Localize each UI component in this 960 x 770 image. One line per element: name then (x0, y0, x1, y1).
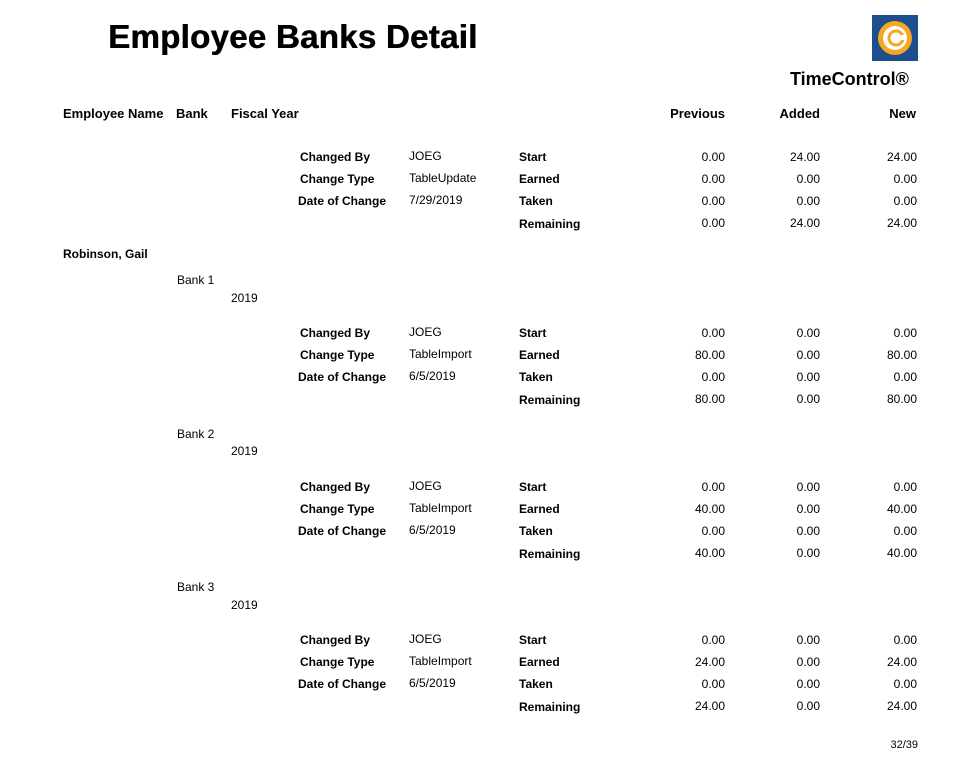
added-value: 0.00 (796, 546, 820, 560)
date-of-change-label: Date of Change (298, 524, 387, 538)
fiscal-year-value: 2019 (231, 444, 258, 458)
added-value: 24.00 (789, 216, 820, 230)
new-value: 24.00 (886, 699, 917, 713)
new-value: 0.00 (893, 326, 917, 340)
previous-value: 0.00 (701, 326, 725, 340)
changed-by-label: Changed By (300, 480, 371, 494)
balance-row-label-earned: Earned (519, 172, 560, 186)
change-type-label: Change Type (300, 502, 375, 516)
change-type-value: TableImport (409, 501, 472, 515)
balance-row-label-earned: Earned (519, 655, 560, 669)
balance-row-label-start: Start (519, 150, 547, 164)
changed-by-value: JOEG (409, 479, 442, 493)
previous-value: 0.00 (701, 480, 725, 494)
new-value: 40.00 (886, 502, 917, 516)
date-of-change-value: 6/5/2019 (409, 676, 456, 690)
header-previous: Previous (670, 106, 725, 121)
added-value: 0.00 (796, 502, 820, 516)
previous-value: 0.00 (701, 216, 725, 230)
balance-row-label-earned: Earned (519, 348, 560, 362)
header-employee-name: Employee Name (63, 106, 164, 121)
added-value: 0.00 (796, 326, 820, 340)
new-value: 24.00 (886, 216, 917, 230)
fiscal-year-value: 2019 (231, 598, 258, 612)
report-title: Employee Banks Detail (108, 18, 478, 55)
brand-name: TimeControl® (790, 69, 909, 89)
balance-row-label-taken: Taken (519, 194, 553, 208)
date-of-change-label: Date of Change (298, 677, 387, 691)
balance-row-label-start: Start (519, 633, 547, 647)
added-value: 0.00 (796, 194, 820, 208)
balance-row-label-taken: Taken (519, 370, 553, 384)
bank-label: Bank 2 (177, 427, 215, 441)
fiscal-year-value: 2019 (231, 291, 258, 305)
previous-value: 0.00 (701, 172, 725, 186)
previous-value: 0.00 (701, 633, 725, 647)
added-value: 0.00 (796, 633, 820, 647)
balance-row-label-remaining: Remaining (519, 217, 581, 231)
added-value: 0.00 (796, 655, 820, 669)
new-value: 0.00 (893, 677, 917, 691)
changed-by-label: Changed By (300, 633, 371, 647)
date-of-change-label: Date of Change (298, 194, 387, 208)
changed-by-value: JOEG (409, 632, 442, 646)
header-added: Added (779, 106, 820, 121)
added-value: 0.00 (796, 677, 820, 691)
added-value: 0.00 (796, 480, 820, 494)
date-of-change-value: 7/29/2019 (409, 193, 463, 207)
previous-value: 0.00 (701, 524, 725, 538)
new-value: 0.00 (893, 524, 917, 538)
previous-value: 0.00 (701, 150, 725, 164)
new-value: 0.00 (893, 172, 917, 186)
new-value: 80.00 (886, 392, 917, 406)
changed-by-value: JOEG (409, 325, 442, 339)
previous-value: 0.00 (701, 194, 725, 208)
new-value: 24.00 (886, 655, 917, 669)
previous-value: 0.00 (701, 370, 725, 384)
previous-value: 0.00 (701, 677, 725, 691)
date-of-change-value: 6/5/2019 (409, 523, 456, 537)
new-value: 80.00 (886, 348, 917, 362)
page-number: 32/39 (890, 739, 918, 751)
employee-name: Robinson, Gail (63, 247, 148, 261)
previous-value: 80.00 (694, 348, 725, 362)
timecontrol-logo-icon (872, 15, 918, 61)
balance-row-label-start: Start (519, 326, 547, 340)
previous-value: 40.00 (694, 546, 725, 560)
new-value: 0.00 (893, 194, 917, 208)
balance-row-label-remaining: Remaining (519, 700, 581, 714)
bank-label: Bank 1 (177, 273, 215, 287)
added-value: 0.00 (796, 172, 820, 186)
bank-label: Bank 3 (177, 580, 215, 594)
changed-by-label: Changed By (300, 150, 371, 164)
change-type-value: TableImport (409, 347, 472, 361)
new-value: 24.00 (886, 150, 917, 164)
previous-value: 80.00 (694, 392, 725, 406)
header-new: New (889, 106, 916, 121)
balance-row-label-taken: Taken (519, 524, 553, 538)
added-value: 0.00 (796, 392, 820, 406)
new-value: 0.00 (893, 480, 917, 494)
added-value: 0.00 (796, 370, 820, 384)
change-type-label: Change Type (300, 655, 375, 669)
header-bank: Bank (176, 106, 208, 121)
new-value: 0.00 (893, 633, 917, 647)
header-fiscal-year: Fiscal Year (231, 106, 299, 121)
added-value: 0.00 (796, 348, 820, 362)
previous-value: 40.00 (694, 502, 725, 516)
date-of-change-label: Date of Change (298, 370, 387, 384)
changed-by-label: Changed By (300, 326, 371, 340)
balance-row-label-remaining: Remaining (519, 393, 581, 407)
new-value: 0.00 (893, 370, 917, 384)
change-type-label: Change Type (300, 348, 375, 362)
change-type-label: Change Type (300, 172, 375, 186)
change-type-value: TableImport (409, 654, 472, 668)
balance-row-label-earned: Earned (519, 502, 560, 516)
date-of-change-value: 6/5/2019 (409, 369, 456, 383)
added-value: 0.00 (796, 699, 820, 713)
change-type-value: TableUpdate (409, 171, 477, 185)
balance-row-label-remaining: Remaining (519, 547, 581, 561)
previous-value: 24.00 (694, 655, 725, 669)
balance-row-label-start: Start (519, 480, 547, 494)
new-value: 40.00 (886, 546, 917, 560)
added-value: 24.00 (789, 150, 820, 164)
added-value: 0.00 (796, 524, 820, 538)
balance-row-label-taken: Taken (519, 677, 553, 691)
previous-value: 24.00 (694, 699, 725, 713)
changed-by-value: JOEG (409, 149, 442, 163)
